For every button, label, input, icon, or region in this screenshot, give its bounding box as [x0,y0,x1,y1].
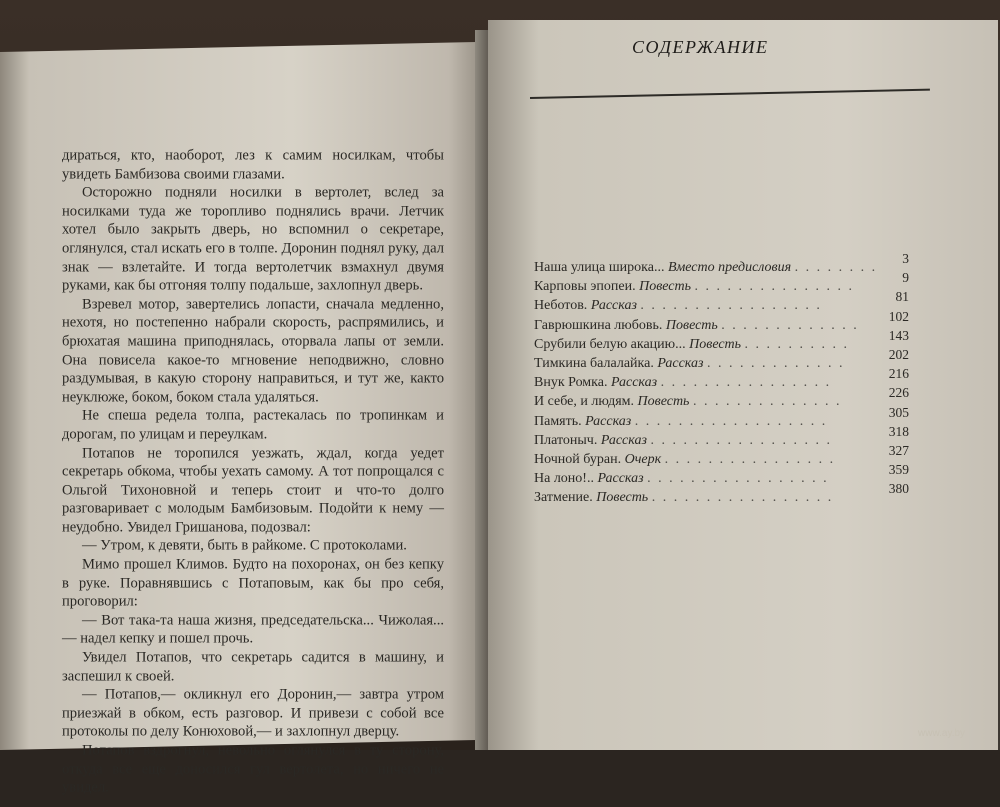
page-number: 327 [888,442,909,458]
list-item: Срубили белую акацию... Повесть . . . . . . . . . . 143 [534,327,909,352]
list-item: Память. Рассказ . . . . . . . . . . . . . . . . . . 305 [534,404,909,429]
paragraph: Осторожно подняли носилки в вертолет, вслед за носилками туда же торопливо поднялись врачи. Летчик хотел было закрыть дверь, но вспомнил о секретаре, оглянулся, стал искать его в толпе. Доронин поднял руку, дал знак — взлетайте. И тогда вертолетчик взмахнул двумя руками, как бы отгоняя толпу подальше, захлопнул дверь. [62,184,444,294]
page-number: 102 [888,308,909,324]
list-item: Гаврюшкина любовь. Повесть . . . . . . . . . . . . . 102 [534,308,909,333]
page-number: 305 [888,404,909,420]
page-number: 380 [888,481,909,497]
list-item: И себе, и людям. Повесть . . . . . . . . . . . . . . 226 [534,385,909,410]
watermark: www.ay.by [918,728,966,739]
list-item: Неботов. Рассказ . . . . . . . . . . . . . . . . . 81 [534,289,909,314]
list-item: Внук Ромка. Рассказ . . . . . . . . . . . . . . . . 216 [534,366,909,391]
page-number: 318 [888,423,909,439]
paragraph: Потапов вздрогнул, невольно оглянулся в ту сторону, откуда все еще доносился гул вертолета, но ничего не увидел. [62,742,444,796]
page-number: 143 [888,327,909,343]
paragraph: Потапов не торопился уезжать, ждал, когда уедет секретарь обкома, чтобы уехать самому. А тот попрощался с Ольгой Тихоновной и теперь стоит и что-то долго разговаривает с молодым Бамбизовым. Подойти к нему — неудобно. Увидел Гришанова, подозвал: [62,445,444,536]
page-number: 9 [902,270,909,286]
page-title: СОДЕРЖАНИЕ [632,37,769,57]
list-item: Тимкина балалайка. Рассказ . . . . . . . . . . . . . 202 [534,346,909,371]
paragraph: — Вот така-та наша жизня, председательска... Чижолая...— надел кепку и пошел прочь. [62,612,444,648]
list-item: Наша улица широка... Вместо предисловия . . . . . . . . 3 [534,251,909,275]
page-number: 202 [888,346,909,362]
paragraph: дираться, кто, наоборот, лез к самим носилкам, чтобы увидеть Бамбизова своими глазами. [62,147,444,183]
page-number: 81 [895,289,909,305]
paragraph: — Потапов,— окликнул его Доронин,— завтра утром приезжай в обком, есть разговор. И привези с собой все протоколы по делу Конюховой,— и захлопнул дверцу. [62,686,444,741]
left-page-text [62,147,444,798]
list-item: Ночной буран. Очерк . . . . . . . . . . . . . . . . 327 [534,442,909,467]
page-number: 226 [888,385,909,401]
table-of-contents [534,251,909,507]
list-item: На лоно!.. Рассказ . . . . . . . . . . . . . . . . . 359 [534,462,909,487]
list-item: Карповы эпопеи. Повесть . . . . . . . . . . . . . . . 9 [534,270,909,295]
left-page [0,42,488,796]
page-number: 216 [888,366,909,382]
page-number: 359 [888,462,909,478]
paragraph: Увидел Потапов, что секретарь садится в машину, и заспешил к своей. [62,649,444,685]
list-item: Платоныч. Рассказ . . . . . . . . . . . . . . . . . 318 [534,423,909,448]
paragraph: Мимо прошел Климов. Будто на похоронах, он без кепку в руке. Поравнявшись с Потаповым, как бы про себя, проговорил: [62,556,444,610]
paragraph: Не спеша редела толпа, растекалась по тропинкам и дорогам, по улицам и переулкам. [62,408,444,443]
list-item: Затмение. Повесть . . . . . . . . . . . . . . . . . 380 [534,481,909,506]
page-number: 3 [902,251,909,266]
paragraph: — Утром, к девяти, быть в райкоме. С протоколами. [82,538,407,555]
paragraph: Взревел мотор, завертелись лопасти, сначала медленно, нехотя, но постепенно набрали скорость, распрямились, и брюхатая машина приподнялась, оторвала лапы от земли. Она повисела какое-то мгновение неподвижно, словно раздумывая, в какую сторону направиться, и тут же, както неуклюже, боком, боком стала удаляться. [62,296,444,406]
